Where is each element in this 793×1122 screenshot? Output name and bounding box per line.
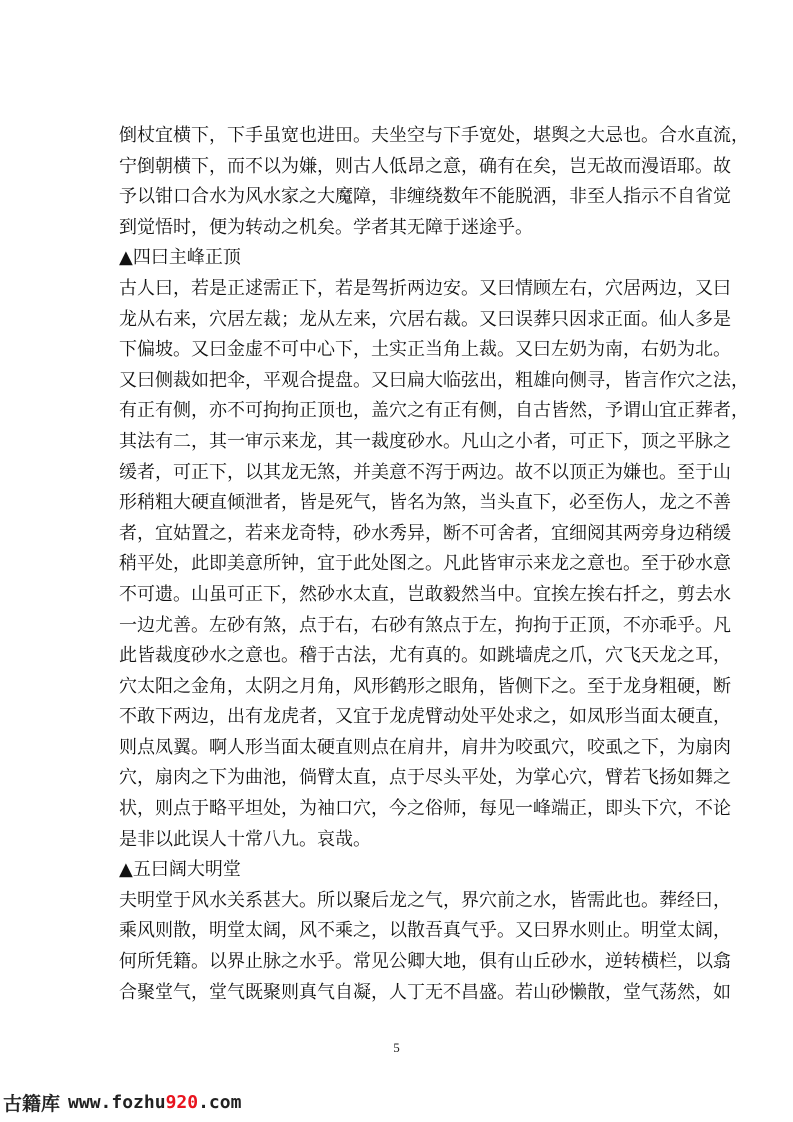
text-line: 其法有二，其一审示来龙，其一裁度砂水。凡山之小者，可正下，顶之平脉之 [119,430,731,452]
text-line: 倒杖宜横下，下手虽宽也进田。夫坐空与下手宽处，堪舆之大忌也。合水直流， [119,125,749,146]
text-line: 龙从右来，穴居左裁；龙从左来，穴居右裁。又曰误葬只因求正面。仙人多是 [119,308,731,330]
text-line: 形稍粗大硬直倾泄者，皆是死气，皆名为煞，当头直下，必至伤人，龙之不善 [119,492,731,514]
paragraph [119,274,749,855]
text-line: 不敢下两边，出有龙虎者，又宜于龙虎臂动处平处求之，如凤形当面太硬直， [119,706,731,728]
text-line: 夫明堂于风水关系甚大。所以聚后龙之气，界穴前之水，皆需此也。葬经曰， [119,889,731,911]
watermark-url [68,1092,241,1113]
text-line: 乘风则散，明堂太阔，风不乘之，以散吾真气乎。又曰界水则止。明堂太阔， [119,920,731,942]
text-line: 又曰侧裁如把伞，平观合提盘。又曰扁大临弦出，粗雄向侧寻，皆言作穴之法， [119,369,749,391]
text-line: 此皆裁度砂水之意也。稽于古法，尤有真的。如跳墙虎之爪，穴飞天龙之耳， [119,645,731,667]
text-line: 何所凭籍。以界止脉之水乎。常见公卿大地，俱有山丘砂水，逆转横栏，以翕 [119,951,731,973]
text-line: 宁倒朝横下，而不以为嫌，则古人低昂之意，确有在矣，岂无故而漫语耶。故 [119,155,731,177]
text-line: 有正有侧，亦不可拘拘正顶也，盖穴之有正有侧，自古皆然，予谓山宜正葬者， [119,400,749,422]
text-line: 予以钳口合水为风水家之大魔障，非缠绕数年不能脱洒，非至人指示不自省觉 [119,186,731,208]
text-line: 缓者，可正下，以其龙无煞，并美意不泻于两边。故不以顶正为嫌也。至于山 [119,461,731,483]
paragraph [119,886,731,1008]
text-line: 则点凤翼。啊人形当面太硬直则点在肩井，肩井为咬虱穴，咬虱之下，为扇肉 [119,736,731,758]
text-line: 到觉悟时，便为转动之机矣。学者其无障于迷途乎。 [119,216,533,238]
watermark-url-suffix: .com [198,1091,242,1113]
page-number: 5 [393,1040,400,1055]
paragraph [119,121,749,243]
watermark-site-name: 古籍库 [3,1092,61,1115]
text-line: 合聚堂气，堂气既聚则真气自凝，人丁无不昌盛。若山砂懒散，堂气荡然，如 [119,981,731,1003]
text-line: 者，宜姑置之，若来龙奇特，砂水秀异，断不可舍者，宜细阅其两旁身边稍缓 [119,522,731,544]
text-line: 古人曰，若是正逑需正下，若是驾折两边安。又曰情顾左右，穴居两边，又曰 [119,277,731,299]
section-heading: ▲五曰阔大明堂 [119,859,241,881]
text-line: 一边尤善。左砂有煞，点于右，右砂有煞点于左，拘拘于正顶，不亦乖乎。凡 [119,614,731,636]
site-watermark [3,1085,241,1119]
text-line: 状，则点于略平坦处，为袖口穴，今之俗师，每见一峰端正，即头下穴，不论 [119,798,731,820]
section-heading: ▲四曰主峰正顶 [119,247,241,269]
text-line: 不可遗。山虽可正下，然砂水太直，岂敢毅然当中。宜挨左挨右扦之，剪去水 [119,583,731,605]
text-line: 稍平处，此即美意所钟，宜于此处图之。凡此皆审示来龙之意也。至于砂水意 [119,553,731,575]
text-line: 下偏坡。又曰金虚不可中心下，土实正当角上裁。又曰左奶为南，右奶为北。 [119,339,731,361]
text-line: 穴，扇肉之下为曲池，倘臂太直，点于尽头平处，为掌心穴，臂若飞扬如舞之 [119,767,731,789]
text-line: 是非以此误人十常八九。哀哉。 [119,828,371,850]
text-line: 穴太阳之金角，太阴之月角，风形鹤形之眼角，皆侧下之。至于龙身粗硬，断 [119,675,731,697]
watermark-url-number: 920 [165,1091,199,1113]
watermark-url-prefix: www.fozhu [68,1091,166,1113]
page-body [119,121,749,1008]
